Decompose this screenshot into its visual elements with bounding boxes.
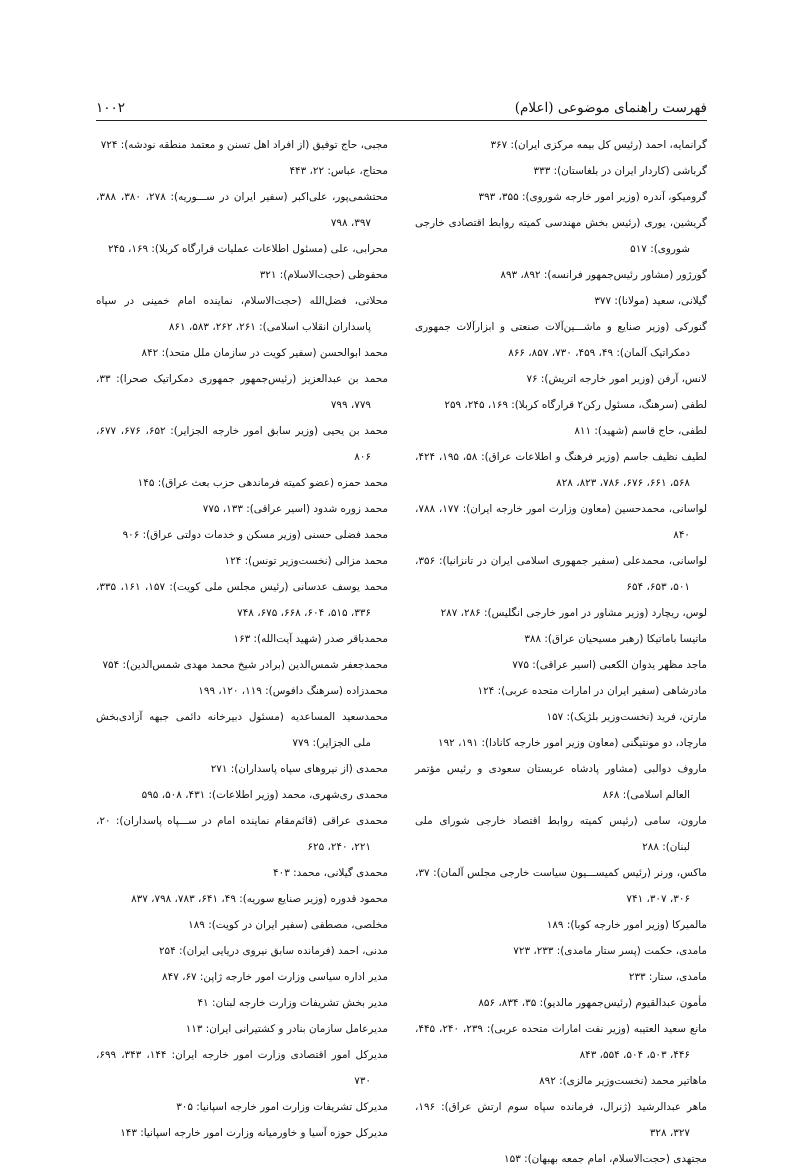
index-entry: محمد حمزه (عضو کمیته فرماندهی حزب بعث عراق): ۱۴۵ bbox=[137, 477, 388, 489]
index-entry: مارچاد، دو مونتیگنی (معاون وزیر امور خارجه کانادا): ۱۹۱، ۱۹۲ bbox=[438, 737, 707, 749]
index-entry: مخلصی، مصطفی (سفیر ایران در کویت): ۱۸۹ bbox=[188, 919, 388, 931]
index-entry: لواسانی، محمدعلی (سفیر جمهوری اسلامی ایران در تانزانیا): ۳۵۶، ۵۰۱، ۶۵۳، ۶۵۴ bbox=[415, 555, 707, 593]
index-entry: مدیرکل تشریفات وزارت امور خارجه اسپانیا: ۳۰۵ bbox=[176, 1101, 388, 1113]
index-entry: مانع سعید العتیبه (وزیر نفت امارات متحده عربی): ۲۳۹، ۲۴۰، ۴۴۵، ۴۴۶، ۵۰۳، ۵۰۴، ۵۵۴، ۸۴۳ bbox=[415, 1023, 707, 1061]
index-entry: محمد بن عبدالعزیز (رئیس‌جمهور جمهوری دمکراتیک صحرا): ۳۳، ۷۷۹، ۷۹۹ bbox=[96, 373, 388, 411]
index-entry: مدیر اداره سیاسی وزارت امور خارجه ژاپن: ۶۷، ۸۴۷ bbox=[162, 971, 388, 983]
index-entry: گرباشی (کاردار ایران در بلغاستان): ۳۳۳ bbox=[533, 165, 707, 177]
index-column-left bbox=[96, 132, 388, 1146]
running-title: فهرست راهنمای موضوعی (اعلام) bbox=[514, 100, 707, 116]
index-entry: گیلانی، سعید (مولانا): ۳۷۷ bbox=[594, 295, 707, 307]
index-column-right bbox=[415, 132, 707, 1172]
index-entry: محتشمی‌پور، علی‌اکبر (سفیر ایران در ســـوریه): ۲۷۸، ۳۸۰، ۳۸۸، ۳۹۷، ۷۹۸ bbox=[96, 191, 388, 229]
header-rule bbox=[96, 120, 707, 121]
index-entry: ماهر عبدالرشید (ژنرال، فرمانده سپاه سوم ارتش عراق): ۱۹۶، ۳۲۷، ۳۲۸ bbox=[415, 1101, 707, 1139]
index-entry: مدنی، احمد (فرمانده سابق نیروی دریایی ایران): ۲۵۴ bbox=[158, 945, 388, 957]
index-entry: مامدی، ستار: ۲۳۳ bbox=[628, 971, 707, 983]
index-entry: مامدی، حکمت (پسر ستار مامدی): ۲۳۳، ۷۲۳ bbox=[513, 945, 707, 957]
index-entry: محمود قدوره (وزیر صنایع سوریه): ۴۹، ۶۴۱، ۷۸۳، ۷۹۸، ۸۳۷ bbox=[131, 893, 388, 905]
index-entry: ماهاتیر محمد (نخست‌وزیر مالزی): ۸۹۲ bbox=[539, 1075, 707, 1087]
index-entry: محمد یوسف عدسانی (رئیس مجلس ملی کویت): ۱۵۷، ۱۶۱، ۳۳۵، ۳۳۶، ۵۱۵، ۶۰۴، ۶۶۸، ۶۷۵، ۷۴۸ bbox=[96, 581, 388, 619]
page-number: ۱۰۰۲ bbox=[96, 100, 126, 116]
index-entry: محمدی ری‌شهری، محمد (وزیر اطلاعات): ۴۳۱، ۵۰۸، ۵۹۵ bbox=[141, 789, 388, 801]
index-entry: لطیف نظیف جاسم (وزیر فرهنگ و اطلاعات عراق): ۵۸، ۱۹۵، ۴۲۴، ۵۶۸، ۶۶۱، ۶۷۶، ۷۸۶، ۸۲۳، ۸۲۸ bbox=[415, 451, 707, 489]
index-entry: ماتیسا باماتیکا (رهبر مسیحیان عراق): ۳۸۸ bbox=[524, 633, 707, 645]
index-entry: محمدسعید المساعدیه (مسئول دبیرخانه دائمی جبهه آزادی‌بخش ملی الجزایر): ۷۷۹ bbox=[96, 711, 388, 749]
index-entry: محرابی، علی (مسئول اطلاعات عملیات قرارگاه کربلا): ۱۶۹، ۲۴۵ bbox=[107, 243, 388, 255]
index-entry: محتاج، عباس: ۲۲، ۴۴۳ bbox=[289, 165, 388, 177]
index-entry: لطفی، حاج قاسم (شهید): ۸۱۱ bbox=[574, 425, 707, 437]
index-entry: محمدباقر صدر (شهید آیت‌الله): ۱۶۳ bbox=[233, 633, 388, 645]
index-entry: لطفی (سرهنگ، مسئول رکن۲ قرارگاه کربلا): ۱۶۹، ۲۴۵، ۲۵۹ bbox=[444, 399, 707, 411]
index-entry: ماکس، ورنر (رئیس کمیســـیون سیاست خارجی مجلس آلمان): ۳۷، ۳۰۶، ۳۰۷، ۷۴۱ bbox=[415, 867, 707, 905]
index-entry: مدیرعامل سازمان بنادر و کشتیرانی ایران: ۱۱۳ bbox=[185, 1023, 388, 1035]
index-entry: محمدی (از نیروهای سپاه پاسداران): ۲۷۱ bbox=[210, 763, 388, 775]
index-entry: گورژور (مشاور رئیس‌جمهور فرانسه): ۸۹۲، ۸۹۳ bbox=[500, 269, 707, 281]
index-entry: مادرشاهی (سفیر ایران در امارات متحده عربی): ۱۲۴ bbox=[477, 685, 707, 697]
index-entry: مارون، سامی (رئیس کمیته روابط اقتصاد خارجی شورای ملی لبنان): ۲۸۸ bbox=[415, 815, 707, 853]
index-entry: محمد زوره شدود (اسیر عراقی): ۱۳۳، ۷۷۵ bbox=[202, 503, 388, 515]
index-entry: ماروف دوالبی (مشاور پادشاه عربستان سعودی و رئیس مؤتمر العالم اسلامی): ۸۶۸ bbox=[415, 763, 707, 801]
index-entry: مالمیرکا (وزیر امور خارجه کوبا): ۱۸۹ bbox=[546, 919, 707, 931]
index-entry: محمدی گیلانی، محمد: ۴۰۳ bbox=[273, 867, 388, 879]
index-entry: گرومیکو، آندره (وزیر امور خارجه شوروی): ۳۵۵، ۳۹۳ bbox=[478, 191, 707, 203]
index-entry: لانس، آرفن (وزیر امور خارجه اتریش): ۷۶ bbox=[526, 373, 707, 385]
index-entry: محمد فضلی حسنی (وزیر مسکن و خدمات دولتی عراق): ۹۰۶ bbox=[122, 529, 388, 541]
index-entry: محمدزاده (سرهنگ دافوس): ۱۱۹، ۱۲۰، ۱۹۹ bbox=[198, 685, 388, 697]
index-entry: مدیر بخش تشریفات وزارت خارجه لبنان: ۴۱ bbox=[197, 997, 388, 1009]
index-entry: محمدی عراقی (قائم‌مقام نماینده امام در ســـپاه پاسداران): ۲۰، ۲۲۱، ۲۴۰، ۶۲۵ bbox=[96, 815, 388, 853]
index-entry: گنورکی (وزیر صنایع و ماشـــین‌آلات صنعتی و ابزارآلات جمهوری دمکراتیک آلمان): ۴۹، ۴۵۹، ۷۳۰، ۸۵۷، ۸۶۶ bbox=[415, 321, 707, 359]
index-entry: گرانمایه، احمد (رئیس کل بیمه مرکزی ایران): ۳۶۷ bbox=[490, 139, 707, 151]
index-entry: محمد ابوالحسن (سفیر کویت در سازمان ملل متحد): ۸۴۲ bbox=[141, 347, 388, 359]
index-entry: مارتن، فرید (نخست‌وزیر بلژیک): ۱۵۷ bbox=[546, 711, 707, 723]
index-entry: محمد مزالی (نخست‌وزیر تونس): ۱۲۴ bbox=[224, 555, 388, 567]
index-entry: مدیرکل حوزه آسیا و خاورمیانه وزارت امور خارجه اسپانیا: ۱۴۳ bbox=[120, 1127, 388, 1139]
index-entry: محمدجعفر شمس‌الدین (برادر شیخ محمد مهدی شمس‌الدین): ۷۵۴ bbox=[102, 659, 388, 671]
page-header bbox=[96, 88, 707, 116]
index-entry: محفوظی (حجت‌الاسلام): ۳۲۱ bbox=[259, 269, 388, 281]
index-entry: مدیرکل امور اقتصادی وزارت امور خارجه ایران: ۱۴۴، ۳۴۳، ۶۹۹، ۷۳۰ bbox=[96, 1049, 388, 1087]
index-entry: گریشین، یوری (رئیس بخش مهندسی کمیته روابط اقتصادی خارجی شوروی): ۵۱۷ bbox=[415, 217, 707, 255]
index-entry: مجبی، حاج توفیق (از افراد اهل تسنن و معتمد منطقه نودشه): ۷۲۴ bbox=[100, 139, 388, 151]
index-entry: مأمون عبدالقیوم (رئیس‌جمهور مالدیو): ۳۵، ۸۳۴، ۸۵۶ bbox=[478, 997, 707, 1009]
index-entry: محمد بن یحیی (وزیر سابق امور خارجه الجزایر): ۶۵۲، ۶۷۶، ۶۷۷، ۸۰۶ bbox=[96, 425, 388, 463]
index-entry: لوس، ریچارد (وزیر مشاور در امور خارجی انگلیس): ۲۸۶، ۲۸۷ bbox=[440, 607, 707, 619]
index-entry: ماجد مظهر یدوان الکعبی (اسیر عراقی): ۷۷۵ bbox=[512, 659, 707, 671]
index-entry: محلاتی، فضل‌الله (حجت‌الاسلام، نماینده امام خمینی در سپاه پاسداران انقلاب اسلامی): ۲۶۱، ۲۶۲، ۵۸۳، ۸۶۱ bbox=[96, 295, 388, 333]
index-entry: مجتهدی (حجت‌الاسلام، امام جمعه بهبهان): ۱۵۳ bbox=[504, 1153, 707, 1165]
index-entry: لواسانی، محمدحسین (معاون وزارت امور خارجه ایران): ۱۷۷، ۷۸۸، ۸۴۰ bbox=[415, 503, 707, 541]
